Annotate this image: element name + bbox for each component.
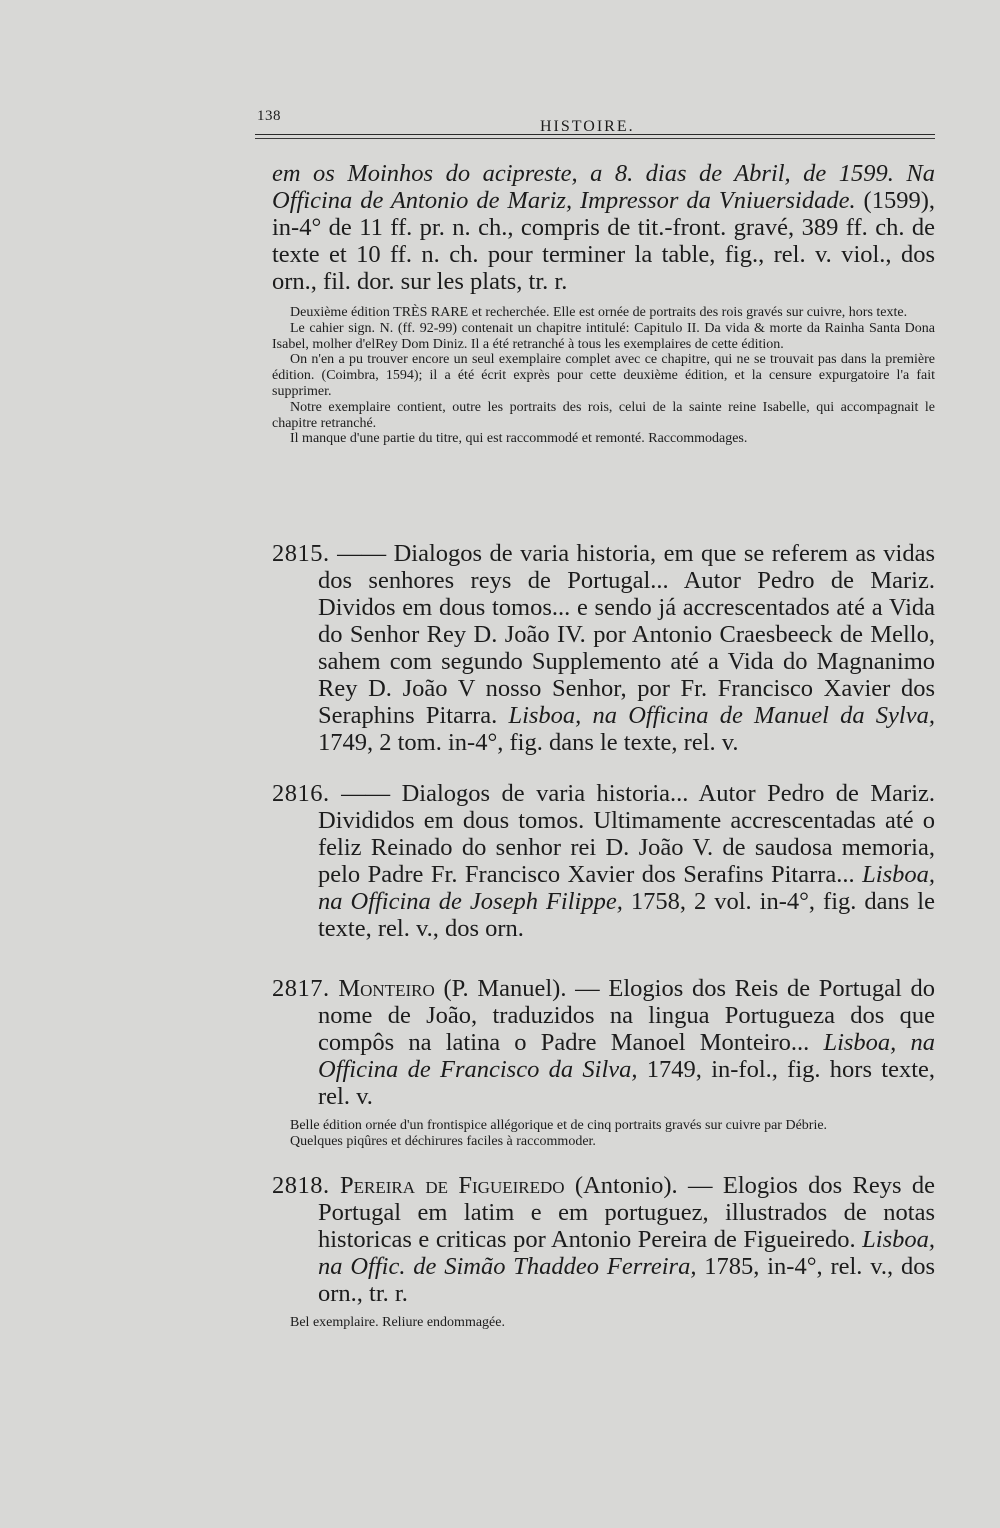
note: Bel exemplaire. Reliure endommagée. — [290, 1315, 505, 1330]
entry-author-rest: (P. Manuel). — — [434, 975, 609, 1002]
entry-collation: 1758, 2 vol. in-4°, fig. dans le texte, rel. v., dos orn. — [318, 888, 935, 942]
page-header — [255, 108, 935, 148]
entry-author-rest: (Antonio). — — [564, 1172, 723, 1199]
entry-imprint: Lisboa, na Officina de Manuel da Sylva, — [508, 702, 935, 729]
entry-continued-notes — [272, 305, 935, 447]
note: Quelques piqûres et déchirures faciles à raccommoder. — [290, 1133, 596, 1149]
note: Il manque d'une partie du titre, qui est raccommodé et remonté. Raccommodages. — [290, 431, 748, 447]
collation: (1599), in-4° de 11 ff. pr. n. ch., compris de tit.-front. gravé, 389 ff. ch. de texte et 10 ff. n. ch. pour terminer la table, fig., rel. v. viol., dos orn., fil. dor. sur les plats, tr. r. — [272, 187, 935, 295]
note: Belle édition ornée d'un frontispice allégorique et de cinq portraits gravés sur cuivre par Débrie. — [290, 1118, 828, 1133]
running-title: HISTOIRE. — [540, 118, 635, 135]
entry-title: Elogios dos Reis de Portugal do nome de João, traduzidos na lingua Portugueza dos que compôs na latina o Padre Manoel Monteiro... — [318, 975, 936, 1056]
entry-continued-text — [272, 160, 935, 295]
entry-text — [272, 1172, 935, 1307]
entry-text — [272, 780, 935, 942]
entry-notes — [272, 1315, 935, 1331]
entry-text — [272, 540, 935, 756]
entry-dash: —— — [329, 540, 394, 567]
header-rule-thin — [255, 138, 935, 139]
entry-2815 — [272, 540, 935, 756]
entry-collation: 1749, 2 tom. in-4°, fig. dans le texte, rel. v. — [318, 729, 739, 756]
note: Deuxième édition TRÈS RARE et recherchée. Elle est ornée de portraits des rois gravés sur cuivre, hors texte. — [290, 305, 908, 320]
entry-title: Dialogos de varia historia, em que se referem as vidas dos senhores reys de Portugal... Autor Pedro de Mariz. Dividos em dous tomos... e sendo já accrescentados até a Vida do Senhor Rey D. João IV. por Antonio Craesbeeck de Mello, sahem com segundo Supplemento até a Vida do Magnanimo Rey D. João V nosso Senhor, por Fr. Francisco Xavier dos Seraphins Pitarra. — [318, 540, 935, 729]
entry-number: 2818. — [272, 1172, 330, 1199]
entry-title: Dialogos de varia historia... Autor Pedro de Mariz. Divididos em dous tomos. Ultimamente accrescentadas até o feliz Reinado do senhor rei D. João V. de saudosa memoria, pelo Padre Fr. Francisco Xavier dos Serafins Pitarra... — [318, 780, 936, 888]
entry-2817 — [272, 975, 935, 1150]
entry-notes — [272, 1118, 935, 1150]
entry-2818 — [272, 1172, 935, 1331]
entry-imprint: Lisboa, na Offic. de Simão Thaddeo Ferreira, — [318, 1226, 935, 1280]
entry-continued — [272, 160, 935, 447]
entry-number: 2816. — [272, 780, 330, 807]
entry-title: Elogios dos Reys de Portugal em latim e em portuguez, illustrados de notas historicas e criticas por Antonio Pereira de Figueiredo. — [318, 1172, 936, 1253]
entry-2816 — [272, 780, 935, 942]
title-continued: em os Moinhos do acipreste, a 8. dias de Abril, de 1599. Na Officina de Antonio de Mariz, Impressor da Vniuersidade. — [272, 160, 935, 214]
note: Le cahier sign. N. (ff. 92-99) contenait un chapitre intitulé: Capitulo II. Da vida & morte da Rainha Santa Dona Isabel, molher d'elRey Dom Diniz. Il a été retranché à tous les exemplaires de cette édition. — [272, 320, 935, 352]
entry-author: Monteiro — [338, 975, 435, 1002]
entry-text — [272, 975, 935, 1110]
note: Notre exemplaire contient, outre les portraits des rois, celui de la sainte reine Isabelle, qui accompagnait le chapitre retranché. — [272, 399, 935, 431]
entry-dash: —— — [329, 780, 402, 807]
header-rule — [255, 134, 935, 135]
note: On n'en a pu trouver encore un seul exemplaire complet avec ce chapitre, qui ne se trouvait pas dans la première édition. (Coimbra, 1594); il a été écrit exprès pour cette deuxième édition, et la censure expurgatoire l'a fait supprimer. — [272, 352, 935, 399]
entry-number: 2815. — [272, 540, 330, 567]
entry-collation: 1749, in-fol., fig. hors texte, rel. v. — [318, 1056, 936, 1110]
entry-imprint: Lisboa, na Officina de Joseph Filippe, — [318, 861, 935, 915]
entry-number: 2817. — [272, 975, 330, 1002]
entry-author: Pereira de Figueiredo — [340, 1172, 565, 1199]
entry-collation: 1785, in-4°, rel. v., dos orn., tr. r. — [318, 1253, 935, 1307]
entry-imprint: Lisboa, na Officina de Francisco da Silva, — [318, 1029, 935, 1083]
page-number: 138 — [257, 108, 281, 124]
